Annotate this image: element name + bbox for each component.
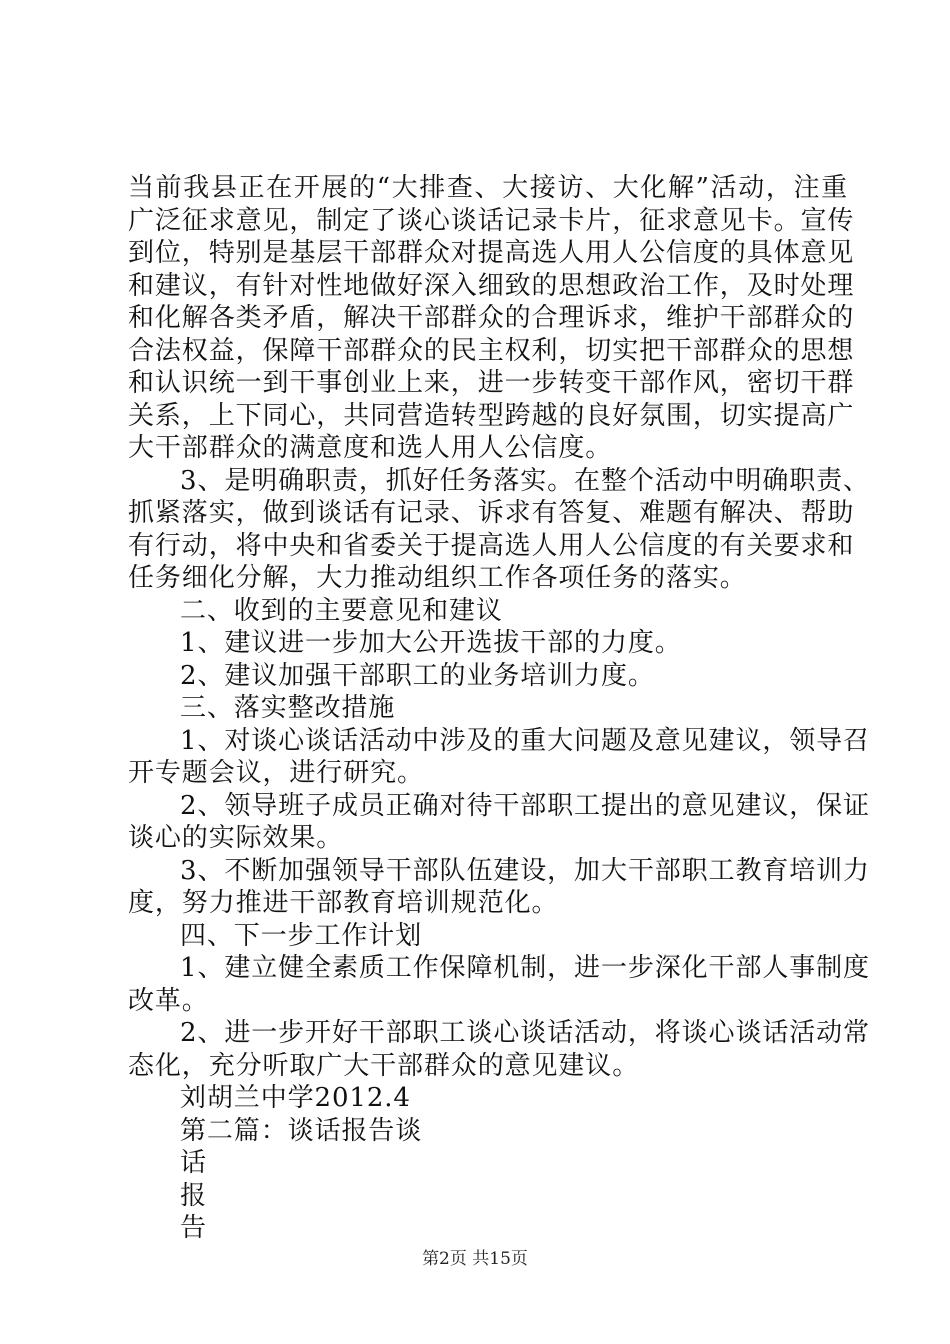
paragraph-line: 有行动，将中央和省委关于提高选人用人公信度的有关要求和 xyxy=(128,530,855,561)
list-item-continuation: 态化，充分听取广大干部群众的意见建议。 xyxy=(128,1050,640,1081)
paragraph-line: 当前我县正在开展的“大排查、大接访、大化解”活动，注重 xyxy=(128,173,848,203)
section-heading: 四、下一步工作计划 xyxy=(180,920,423,951)
list-item-continuation: 谈心的实际效果。 xyxy=(128,823,344,853)
chapter-heading-char: 话 xyxy=(180,1148,207,1178)
paragraph-line: 和建议，有针对性地做好深入细致的思想政治工作，及时处理 xyxy=(128,270,855,301)
list-item: 1、建议进一步加大公开选拔干部的力度。 xyxy=(180,628,682,658)
list-item: 1、对谈心谈话活动中涉及的重大问题及意见建议，领导召 xyxy=(180,725,870,756)
document-body xyxy=(128,172,870,1245)
signature-line: 刘胡兰中学2012.4 xyxy=(180,1083,411,1113)
paragraph-line: 和认识统一到干事创业上来，进一步转变干部作风，密切干群 xyxy=(128,368,855,398)
page-footer: 第2页 共15页 xyxy=(422,1249,528,1269)
paragraph-line: 任务细化分解，大力推动组织工作各项任务的落实。 xyxy=(128,563,747,593)
paragraph-line: 大干部群众的满意度和选人用人公信度。 xyxy=(128,433,613,463)
list-item-continuation: 开专题会议，进行研究。 xyxy=(128,758,424,788)
list-item-continuation: 改革。 xyxy=(128,985,209,1016)
list-item: 2、进一步开好干部职工谈心谈话活动，将谈心谈话活动常 xyxy=(180,1018,870,1048)
chapter-heading: 第二篇：谈话报告谈 xyxy=(180,1115,423,1146)
paragraph-line: 关系，上下同心，共同营造转型跨越的良好氛围，切实提高广 xyxy=(128,400,855,431)
list-item: 2、领导班子成员正确对待干部职工提出的意见建议，保证 xyxy=(180,790,870,821)
list-item: 3、不断加强领导干部队伍建设，加大干部职工教育培训力 xyxy=(180,855,870,886)
paragraph-line: 广泛征求意见，制定了谈心谈话记录卡片，征求意见卡。宣传 xyxy=(128,205,855,236)
list-item: 2、建议加强干部职工的业务培训力度。 xyxy=(180,660,655,691)
list-item: 1、建立健全素质工作保障机制，进一步深化干部人事制度 xyxy=(180,953,870,983)
paragraph-line: 合法权益，保障干部群众的民主权利，切实把干部群众的思想 xyxy=(128,335,855,366)
chapter-heading-char: 报 xyxy=(180,1180,207,1211)
paragraph-line: 到位，特别是基层干部群众对提高选人用人公信度的具体意见 xyxy=(128,238,855,268)
paragraph-line: 和化解各类矛盾，解决干部群众的合理诉求，维护干部群众的 xyxy=(128,303,855,333)
paragraph-line: 3、是明确职责，抓好任务落实。在整个活动中明确职责、 xyxy=(180,465,870,496)
section-heading: 三、落实整改措施 xyxy=(180,693,396,723)
section-heading: 二、收到的主要意见和建议 xyxy=(180,595,503,626)
paragraph-line: 抓紧落实，做到谈话有记录、诉求有答复、难题有解决、帮助 xyxy=(128,498,855,528)
list-item-continuation: 度，努力推进干部教育培训规范化。 xyxy=(128,888,559,918)
chapter-heading-char: 告 xyxy=(180,1213,207,1243)
